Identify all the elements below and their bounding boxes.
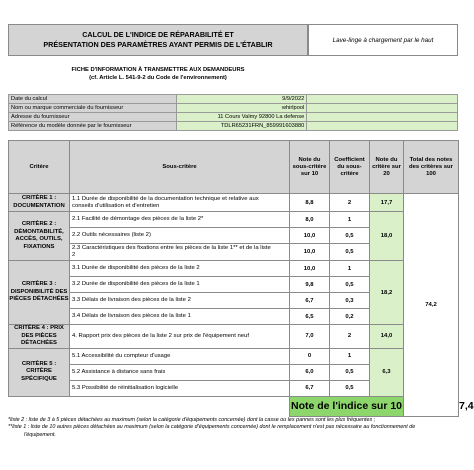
info-value: 11 Cours Valmy 92800 La defense: [177, 113, 307, 122]
criterion-score: 18,0: [370, 212, 404, 261]
subcriterion-coef: 1: [330, 212, 370, 228]
subcriterion-label: 5.3 Possibilité de réinitialisation logicielle: [70, 380, 290, 396]
criterion-name-line: ACCÈS, OUTILS,: [15, 236, 63, 242]
subcriterion-note: 7,0: [290, 325, 330, 349]
criterion-name-line: CRITÈRE 1 :: [21, 195, 57, 201]
footnote-1: *liste 2 : liste de 3 à 5 pièces détachées au maximum (selon la catégorie d'équipements concernée) dont la casse ou les pannes sont les plus fréquentes ;: [8, 417, 376, 423]
info-empty: [307, 122, 458, 131]
criterion-name-line: CRITÈRE 5 : CRITÈRE: [21, 360, 57, 375]
col-header-coef: Coefficient du sous-critère: [330, 141, 370, 194]
score-table: [8, 140, 474, 417]
product-type: Lave-linge à chargement par le haut: [308, 24, 458, 56]
subcriterion-coef: 2: [330, 325, 370, 349]
criterion-name-line: PIÈCES DÉTACHÉES: [9, 296, 69, 303]
subcriterion-coef: 0,5: [330, 244, 370, 261]
subcriterion-line: 1.1 Durée de disponibilité de la documentation technique et relative aux: [72, 195, 259, 202]
info-value: TDLR65231FRN_859991603880: [177, 122, 307, 131]
subcriterion-note: 10,0: [290, 261, 330, 277]
fiche-subtitle: [8, 66, 308, 82]
info-row: [9, 122, 458, 131]
subcriterion-note: 9,8: [290, 277, 330, 293]
subcriterion-label: 2.1 Facilité de démontage des pièces de la liste 2*: [70, 212, 290, 228]
form-title: [8, 24, 308, 56]
subcriterion-line: 2.3 Caractéristiques des fixations entre les pièces de la liste 1** et de la liste: [72, 245, 271, 251]
table-row: [9, 212, 459, 228]
subcriterion-coef: 0,5: [330, 228, 370, 244]
col-header-note-sub: Note du sous-critère sur 10: [290, 141, 330, 194]
subcriterion-coef: 0,5: [330, 277, 370, 293]
criterion-score: 6,3: [370, 348, 404, 396]
col-header-sub: Sous-critère: [70, 141, 290, 194]
footnote-2: **liste 1 : liste de 10 autres pièces détachées au maximum (selon la catégorie d'équipements concernée) dont le remplacement n'est pas nécessaire au fonctionnement de: [8, 424, 416, 431]
form-title-line1: CALCUL DE L'INDICE DE RÉPARABILITÉ ET: [82, 30, 234, 39]
criterion-name-line: DES PIÈCES: [21, 332, 57, 339]
final-spacer: [9, 396, 70, 416]
subcriterion-note: 8,0: [290, 212, 330, 228]
subcriterion-line: conseils d'utilisation et d'entretien: [72, 202, 160, 209]
info-label: Date du calcul: [9, 95, 177, 104]
info-row: [9, 113, 458, 122]
subcriterion-label: 2.2 Outils nécessaires (liste 2): [70, 228, 290, 244]
info-row: [9, 104, 458, 113]
subcriterion-note: 6,0: [290, 364, 330, 380]
criterion-name-line: SPÉCIFIQUE: [21, 375, 57, 382]
criterion-name-line: CRITÈRE 4 : PRIX: [14, 325, 64, 331]
info-empty: [307, 95, 458, 104]
criterion-5-name: [9, 348, 70, 396]
subcriterion-label: 3.1 Durée de disponibilité des pièces de la liste 2: [70, 261, 290, 277]
final-row: Note de l'indice sur 10 7,4: [9, 396, 459, 416]
subcriterion-label: 4. Rapport prix des pièces de la liste 2 sur prix de l'équipement neuf: [70, 325, 290, 349]
subcriterion-note: 6,5: [290, 309, 330, 325]
subcriterion-label: 3.3 Délais de livraison des pièces de la liste 2: [70, 293, 290, 309]
criterion-name-line: CRITÈRE 2 :: [21, 221, 57, 227]
fiche-line2: (cf. Article L. 541-9-2 du Code de l'environnement): [89, 75, 227, 81]
criterion-score: 18,2: [370, 261, 404, 325]
info-table: [8, 94, 458, 131]
info-row: [9, 95, 458, 104]
info-label: Référence du modèle donnée par le fournisseur: [9, 122, 177, 131]
score-header-row: [9, 141, 459, 194]
criterion-score: 14,0: [370, 325, 404, 349]
subcriterion-note: 10,0: [290, 244, 330, 261]
criterion-name-line: DÉMONTABILITÉ,: [14, 228, 64, 235]
subcriterion-coef: 0,2: [330, 309, 370, 325]
info-label: Nom ou marque commerciale du fournisseur: [9, 104, 177, 113]
subcriterion-label: 5.2 Assistance à distance sans frais: [70, 364, 290, 380]
table-row: [9, 261, 459, 277]
criterion-3-name: [9, 261, 70, 325]
subcriterion-coef: 0,5: [330, 380, 370, 396]
info-empty: [307, 104, 458, 113]
col-header-note-crit: Note du critère sur 20: [370, 141, 404, 194]
info-value: 9/9/2022: [177, 95, 307, 104]
subcriterion-note: 10,0: [290, 228, 330, 244]
criterion-1-name: [9, 194, 70, 212]
subcriterion-label: 3.2 Durée de disponibilité des pièces de la liste 1: [70, 277, 290, 293]
criterion-name-line: DOCUMENTATION: [13, 202, 65, 209]
subcriterion-coef: 0,3: [330, 293, 370, 309]
subcriterion-coef: 1: [330, 348, 370, 364]
subcriterion-coef: 2: [330, 194, 370, 212]
criterion-name-line: DÉTACHÉES: [21, 340, 57, 346]
subcriterion-note: 0: [290, 348, 330, 364]
col-header-criteria: Critère: [9, 141, 70, 194]
subcriterion-line: 2: [72, 252, 76, 258]
footnotes: [8, 417, 463, 439]
subcriterion-note: 8,8: [290, 194, 330, 212]
criterion-name-line: CRITÈRE 3 :: [21, 281, 57, 288]
subcriterion-label: 5.1 Accessibilité du compteur d'usage: [70, 348, 290, 364]
final-spacer: [70, 396, 290, 416]
subcriterion-note: 6,7: [290, 380, 330, 396]
total-score: 74,2: [404, 194, 459, 417]
table-row: [9, 348, 459, 364]
form-title-line2: PRÉSENTATION DES PARAMÈTRES AYANT PERMIS DE L'ÉTABLIR: [43, 40, 273, 49]
col-header-total: Total des notes des critères sur 100: [404, 141, 459, 194]
info-value: whirlpool: [177, 104, 307, 113]
subcriterion-note: 6,7: [290, 293, 330, 309]
info-empty: [307, 113, 458, 122]
fiche-line1: FICHE D'INFORMATION À TRANSMETTRE AUX DEMANDEURS: [71, 67, 245, 73]
subcriterion-label: [70, 194, 290, 212]
table-row: [9, 194, 459, 212]
criterion-4-name: [9, 325, 70, 349]
table-row: [9, 325, 459, 349]
criterion-name-line: FIXATIONS: [23, 243, 55, 250]
criterion-name-line: DISPONIBILITÉ DES: [10, 288, 68, 295]
criterion-score: 17,7: [370, 194, 404, 212]
info-label: Adresse du fournisseur: [9, 113, 177, 122]
final-label: Note de l'indice sur 10: [290, 396, 404, 416]
criterion-2-name: [9, 212, 70, 261]
subcriterion-coef: 1: [330, 261, 370, 277]
subcriterion-label: 3.4 Délais de livraison des pièces de la liste 1: [70, 309, 290, 325]
subcriterion-label: [70, 244, 290, 261]
subcriterion-coef: 0,5: [330, 364, 370, 380]
footnote-3: l'équipement.: [24, 431, 56, 438]
